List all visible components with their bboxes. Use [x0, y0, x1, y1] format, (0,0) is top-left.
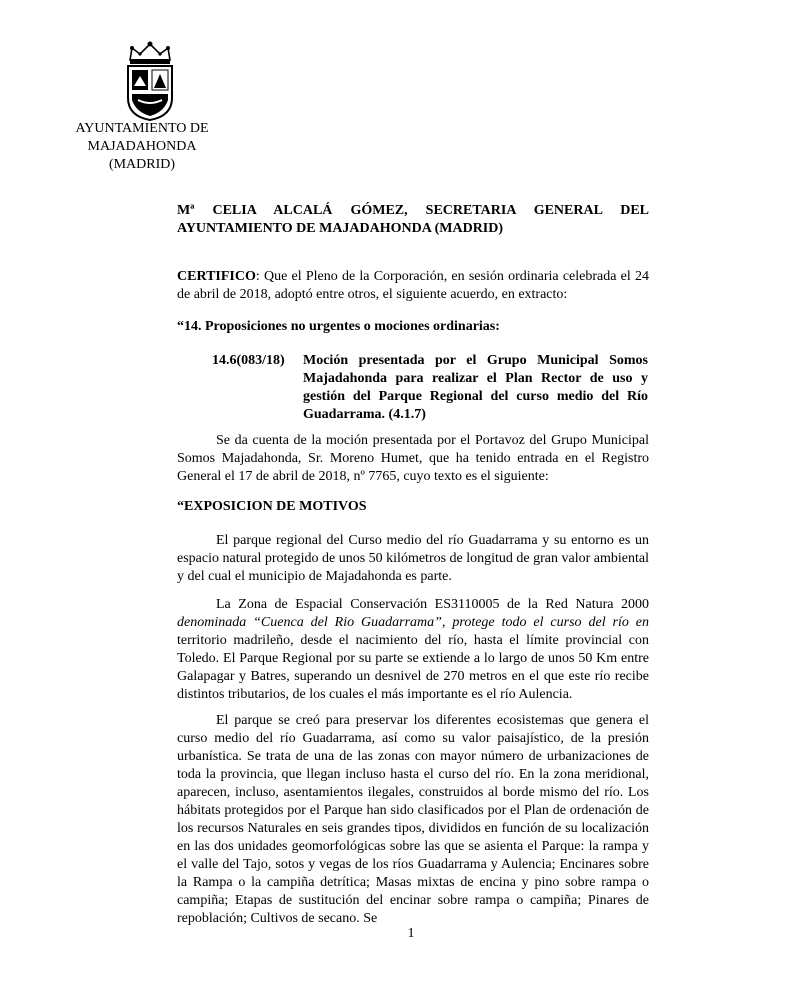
paragraph-1: El parque regional del Curso medio del río Guadarrama y su entorno es un espacio natural protegido de unos 50 kilómetros de longitud de gran valor ambiental y del cual el municipio de Majadahonda es parte. — [177, 533, 649, 584]
section-title: “14. Proposiciones no urgentes o mociones ordinarias: — [177, 319, 500, 334]
org-line-1: AYUNTAMIENTO DE — [75, 121, 209, 136]
document-heading: Mª CELIA ALCALÁ GÓMEZ, SECRETARIA GENERAL DEL AYUNTAMIENTO DE MAJADAHONDA (MADRID) — [177, 203, 649, 236]
paragraph-2-end: territorio madrileño, desde el nacimiento del río, hasta el límite provincial con Toledo. El Parque Regional por su parte se extiende a lo largo de unos 50 Km entre Galapagar y Batres, superando un desnivel de 270 metros en el que este río recibe distintos tributarios, de los cuales el más importante es el río Aulencia. — [177, 633, 649, 702]
org-line-3: (MADRID) — [108, 157, 176, 172]
organization-name — [62, 120, 222, 174]
paragraph-2-italic: denominada “Cuenca del Rio Guadarrama”, protege todo el curso del río en — [177, 615, 649, 630]
paragraph-3: El parque se creó para preservar los diferentes ecosistemas que genera el curso medio del río Guadarrama, así como su valor paisajístico, de la presión urbanística. Se trata de una de las zonas con mayor número de urbanizaciones de toda la provincia, que llegan incluso hasta el curso del río. En la zona meridional, aparecen, incluso, asentamientos ilegales, construidos al borde mismo del río. Los hábitats protegidos por el Parque han sido clasificados por el Plan de ordenación de los recursos Naturales en seis grandes tipos, divididos en función de su localización en las dos unidades geomorfológicas sobre las que se asienta el Parque: la rampa y el valle del Tajo, sotos y vegas de los ríos Guadarrama y Aulencia; Encinares sobre la Rampa o la campiña detrítica; Masas mixtas de encina y pino sobre rampa o campiña; Etapas de sustitución del encinar sobre rampa o campiña; Pinares de repoblación; Cultivos de secano. Se — [177, 713, 649, 926]
org-line-2: MAJADAHONDA — [87, 139, 197, 154]
item-title: Moción presentada por el Grupo Municipal Somos Majadahonda para realizar el Plan Rector de uso y gestión del Parque Regional del curso medio del Río Guadarrama. (4.1.7) — [303, 353, 648, 422]
paragraph-2-start: La Zona de Espacial Conservación ES3110005 de la Red Natura 2000 — [216, 597, 649, 612]
cert-label: CERTIFICO — [177, 269, 256, 284]
item-number: 14.6(083/18) — [212, 353, 285, 368]
certification-paragraph — [177, 268, 649, 304]
paragraph-2 — [177, 596, 649, 704]
coat-of-arms-icon — [120, 40, 180, 122]
page-number: 1 — [407, 926, 415, 941]
exposition-title: “EXPOSICION DE MOTIVOS — [177, 499, 367, 514]
given-account-paragraph: Se da cuenta de la moción presentada por el Portavoz del Grupo Municipal Somos Majadahonda, Sr. Moreno Humet, que ha tenido entrada en el Registro General el 17 de abril de 2018, nº 7765, cuyo texto es el siguiente: — [177, 433, 649, 484]
cert-text: : Que el Pleno de la Corporación, en sesión ordinaria celebrada el 24 de abril de 2018, adoptó entre otros, el siguiente acuerdo, en extracto: — [177, 269, 649, 302]
